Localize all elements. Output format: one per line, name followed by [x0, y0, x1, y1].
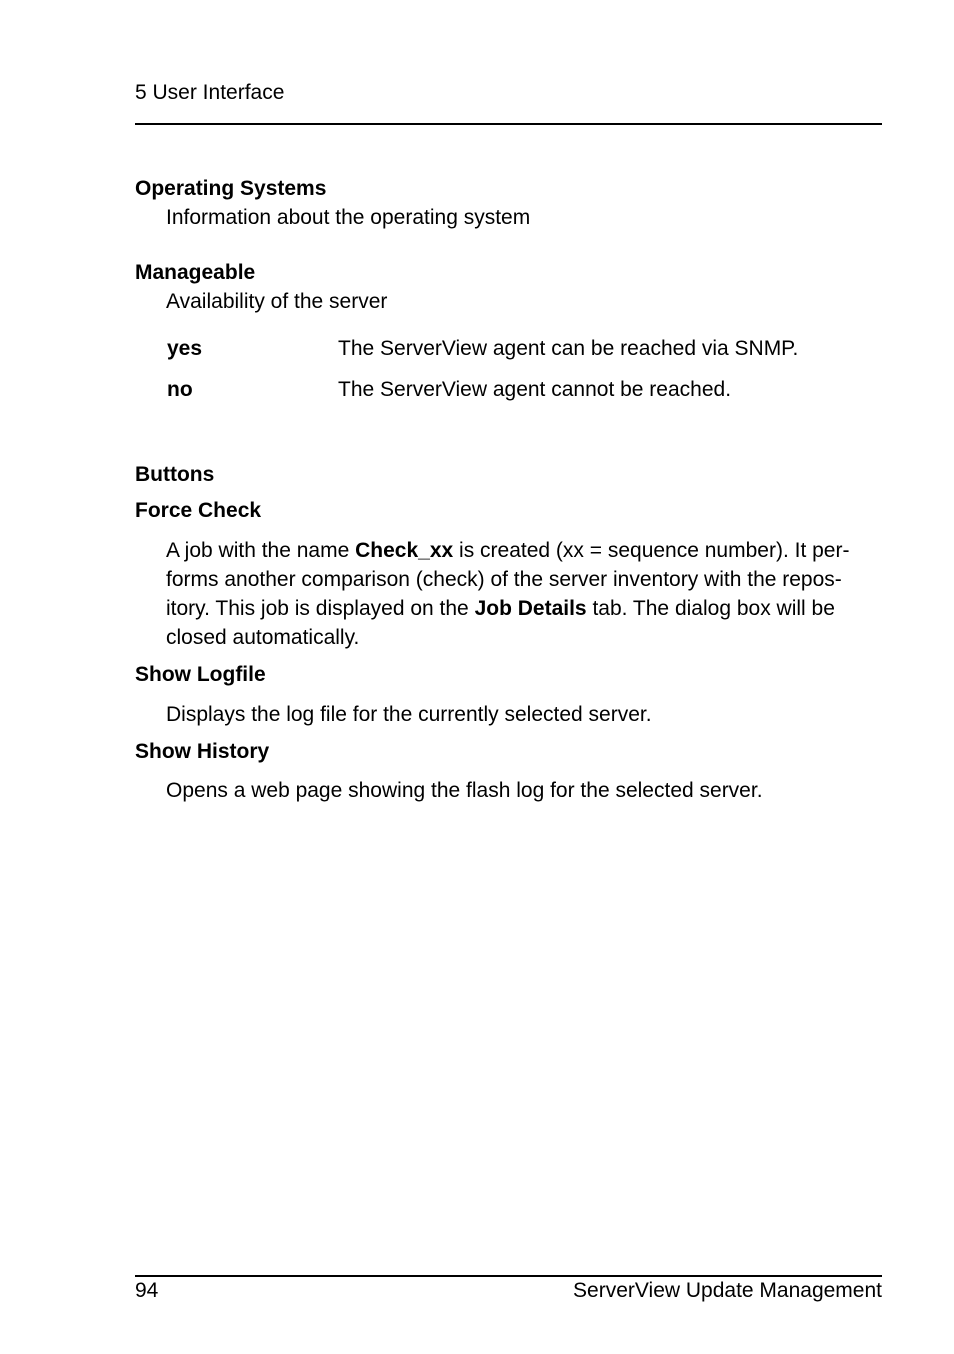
- ui-term-check-xx: Check_xx: [355, 539, 454, 562]
- desc-show-history: Opens a web page showing the flash log for the selected server.: [166, 779, 763, 802]
- desc-force-check-line-2: forms another comparison (check) of the server inventory with the repos-: [166, 568, 842, 591]
- value-desc-yes: The ServerView agent can be reached via SNMP.: [338, 337, 799, 360]
- value-term-no: no: [167, 378, 193, 401]
- term-operating-systems: Operating Systems: [135, 177, 327, 200]
- term-show-history: Show History: [135, 740, 270, 763]
- text-run: is created (xx = sequence number). It per-: [453, 539, 850, 562]
- value-term-yes: yes: [167, 337, 203, 360]
- document-title: ServerView Update Management: [573, 1279, 882, 1302]
- header-divider: [135, 123, 882, 125]
- term-manageable: Manageable: [135, 261, 256, 284]
- page-number: 94: [135, 1279, 159, 1302]
- running-header: 5 User Interface: [135, 81, 285, 104]
- buttons-heading: Buttons: [135, 463, 215, 486]
- desc-force-check-line-1: [166, 536, 882, 565]
- desc-force-check-line-3: [166, 594, 882, 623]
- desc-force-check-line-4: closed automatically.: [166, 626, 360, 649]
- ui-term-job-details: Job Details: [474, 597, 587, 620]
- desc-force-check: [166, 536, 882, 652]
- value-desc-no: The ServerView agent cannot be reached.: [338, 378, 732, 401]
- term-show-logfile: Show Logfile: [135, 663, 266, 686]
- term-force-check: Force Check: [135, 499, 262, 522]
- desc-show-logfile: Displays the log file for the currently selected server.: [166, 703, 652, 726]
- text-run: tab. The dialog box will be: [586, 597, 835, 620]
- text-run: A job with the name: [166, 539, 356, 562]
- desc-manageable: Availability of the server: [166, 290, 388, 313]
- desc-operating-systems: Information about the operating system: [166, 206, 531, 229]
- text-run: itory. This job is displayed on the: [166, 597, 475, 620]
